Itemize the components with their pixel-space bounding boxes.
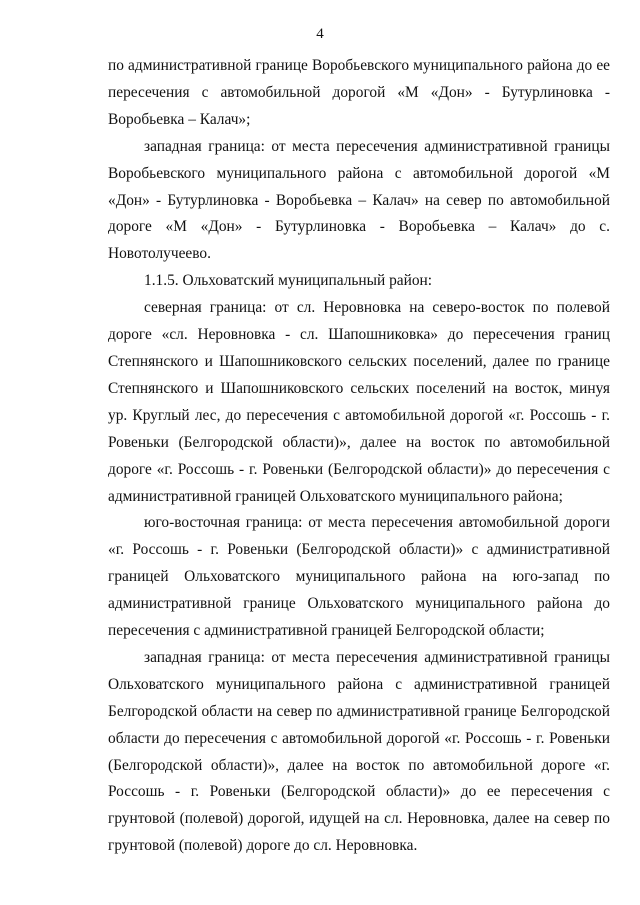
paragraph-northern-border: северная граница: от сл. Неровновка на северо-восток по полевой дороге «сл. Неровновка - сл. Шапошниковка» до пересечения границ Степнянского и Шапошниковского сельских поселений, далее по границе Степнянского и Шапошниковского сельских поселений на восток, минуя ур. Круглый лес, до пересечения с автомобильной дорогой «г. Россошь - г. Ровеньки (Белгородской области)», далее на восток по автомобильной дороге «г. Россошь - г. Ровеньки (Белгородской области)» до пересечения с административной границей Ольховатского муниципального района; bbox=[108, 299, 610, 505]
paragraph-southeastern-border: юго-восточная граница: от места пересечения автомобильной дороги «г. Россошь - г. Ровеньки (Белгородской области)» с административной границей Ольховатского муниципального района на юго-запад по административной границе Ольховатского муниципального района до пересечения с административной границей Белгородской области; bbox=[108, 514, 610, 640]
section-heading-olkhovatsky: 1.1.5. Ольховатский муниципальный район: bbox=[144, 272, 433, 290]
document-body bbox=[108, 53, 610, 860]
paragraph-continuation: по административной границе Воробьевского муниципального района до ее пересечения с автомобильной дорогой «М «Дон» - Бутурлиновка - Воробьевка – Калач»; bbox=[108, 57, 610, 128]
page-number: 4 bbox=[316, 26, 324, 42]
paragraph-western-border-olkhovatsky: западная граница: от места пересечения административной границы Ольховатского муниципального района с административной границей Белгородской области на север по административной границе Белгородской области до пересечения с автомобильной дорогой «г. Россошь - г. Ровеньки (Белгородской области)», далее на восток по автомобильной дороге «г. Россошь - г. Ровеньки (Белгородской области)» до ее пересечения с грунтовой (полевой) дорогой, идущей на сл. Неровновка, далее на север по грунтовой (полевой) дороге до сл. Неровновка. bbox=[108, 648, 610, 855]
paragraph-western-border-vorobyevsky: западная граница: от места пересечения административной границы Воробьевского муниципального района с автомобильной дорогой «М «Дон» - Бутурлиновка - Воробьевка – Калач» на север по автомобильной дороге «М «Дон» - Бутурлиновка - Воробьевка – Калач» до с. Новотолучеево. bbox=[108, 137, 610, 263]
